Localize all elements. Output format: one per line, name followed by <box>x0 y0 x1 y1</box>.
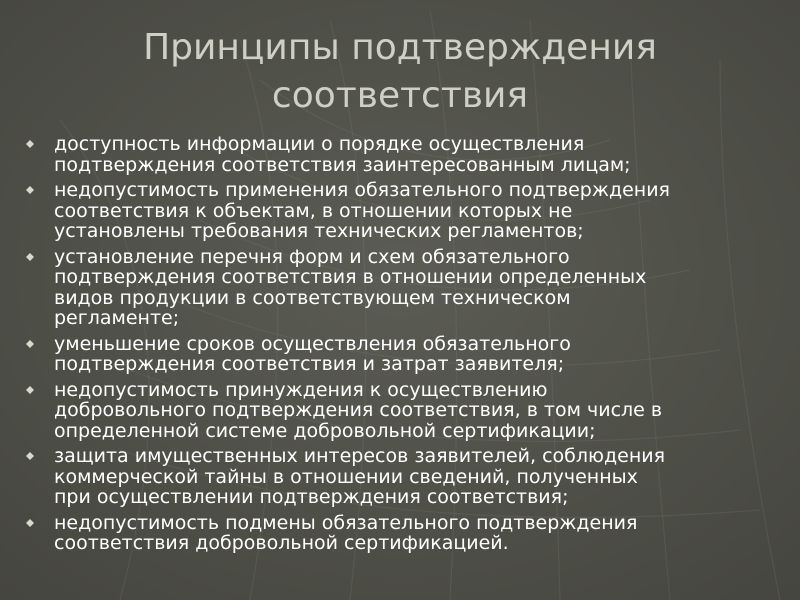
slide-title <box>0 24 800 120</box>
bullet-line: соответствия добровольной сертификацией. <box>54 532 509 554</box>
bullet-item <box>24 134 784 175</box>
diamond-bullet-icon <box>26 186 34 194</box>
bullet-item <box>24 513 784 554</box>
bullet-line: подтверждения соответствия заинтересованным лицам; <box>54 153 631 176</box>
diamond-bullet-icon <box>26 452 34 460</box>
bullet-item <box>24 446 784 508</box>
bullet-line: коммерческой тайны в отношении сведений, полученных <box>54 465 638 488</box>
bullet-item <box>24 334 784 375</box>
bullet-item <box>24 247 784 329</box>
slide-title-line: соответствия <box>271 75 529 116</box>
slide-title-line: Принципы подтверждения <box>143 27 657 68</box>
bullet-line: при осуществлении подтверждения соответствия; <box>54 486 569 508</box>
bullet-line: подтверждения соответствия и затрат заявителя; <box>54 353 565 375</box>
bullet-line: установлены требования технических регламентов; <box>54 220 584 242</box>
bullet-line: соответствия к объектам, в отношении которых не <box>54 199 573 222</box>
bullet-item <box>24 380 784 442</box>
bullet-line: установление перечня форм и схем обязательного <box>54 245 570 268</box>
bullet-line: доступность информации о порядке осуществления <box>54 133 585 155</box>
diamond-bullet-icon <box>26 386 34 394</box>
bullet-line: подтверждения соответствия в отношении определенных <box>54 266 647 288</box>
diamond-bullet-icon <box>26 519 34 527</box>
bullet-list <box>24 134 784 559</box>
bullet-line: защита имущественных интересов заявителей, соблюдения <box>54 445 666 467</box>
diamond-bullet-icon <box>26 340 34 348</box>
diamond-bullet-icon <box>26 140 34 148</box>
bullet-line: уменьшение сроков осуществления обязательного <box>54 332 571 355</box>
bullet-item <box>24 180 784 242</box>
bullet-line: добровольного подтверждения соответствия, в том числе в <box>54 399 663 421</box>
bullet-line: недопустимость принуждения к осуществлению <box>54 378 548 401</box>
diamond-bullet-icon <box>26 253 34 261</box>
bullet-line: недопустимость подмены обязательного подтверждения <box>54 511 638 534</box>
bullet-line: определенной системе добровольной сертификации; <box>54 419 596 442</box>
bullet-line: регламенте; <box>54 307 180 329</box>
bullet-line: недопустимость применения обязательного подтверждения <box>54 179 670 201</box>
bullet-line: видов продукции в соответствующем техническом <box>54 286 571 309</box>
